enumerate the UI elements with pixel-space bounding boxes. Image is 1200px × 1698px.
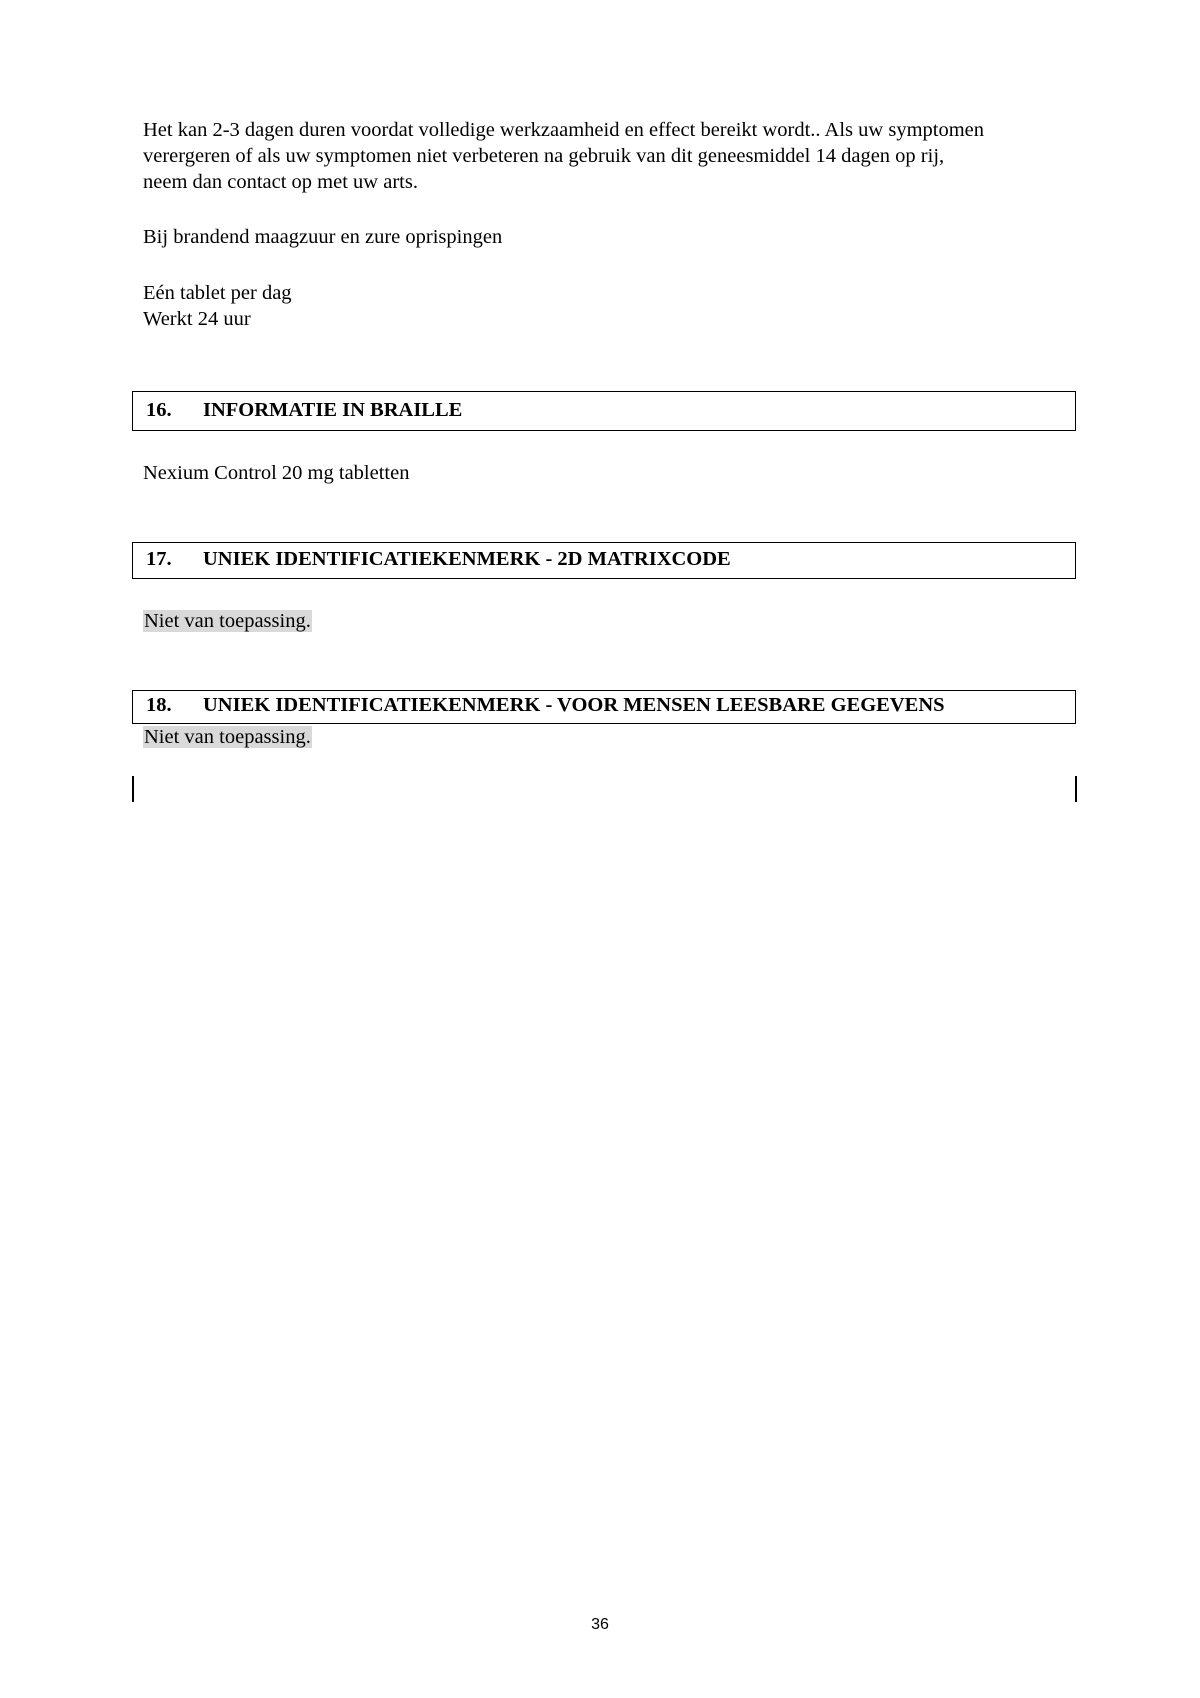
page-number: 36 [591, 1616, 609, 1633]
intro-line-3: neem dan contact op met uw arts. [143, 171, 418, 193]
section-16-title: INFORMATIE IN BRAILLE [203, 399, 463, 421]
section-17-body: Niet van toepassing. [144, 610, 311, 632]
section-heading-16 [132, 391, 1076, 431]
section-18-number: 18. [146, 694, 172, 716]
dosage-line: Eén tablet per dag [143, 282, 292, 304]
left-margin-bar [132, 776, 134, 802]
section-18-body: Niet van toepassing. [144, 726, 311, 748]
intro-line-1: Het kan 2-3 dagen duren voordat volledige werkzaamheid en effect bereikt wordt.. Als uw symptomen [143, 119, 985, 141]
section-heading-17 [132, 542, 1076, 579]
section-16-body: Nexium Control 20 mg tabletten [143, 462, 410, 484]
section-18-body-wrap [143, 724, 312, 750]
section-16-number: 16. [146, 399, 172, 421]
intro-paragraph [143, 117, 984, 195]
section-18-title: UNIEK IDENTIFICATIEKENMERK - VOOR MENSEN LEESBARE GEGEVENS [203, 694, 945, 716]
section-17-body-wrap [143, 608, 312, 634]
intro-line-2: verergeren of als uw symptomen niet verbeteren na gebruik van dit geneesmiddel 14 dagen op rij, [143, 145, 945, 167]
heartburn-line: Bij brandend maagzuur en zure oprispingen [143, 226, 503, 248]
duration-line: Werkt 24 uur [143, 308, 251, 330]
section-17-number: 17. [146, 548, 172, 570]
section-17-title: UNIEK IDENTIFICATIEKENMERK - 2D MATRIXCODE [203, 548, 731, 570]
right-margin-bar [1075, 776, 1077, 802]
section-heading-18 [132, 690, 1076, 724]
dosage-block [143, 280, 292, 332]
